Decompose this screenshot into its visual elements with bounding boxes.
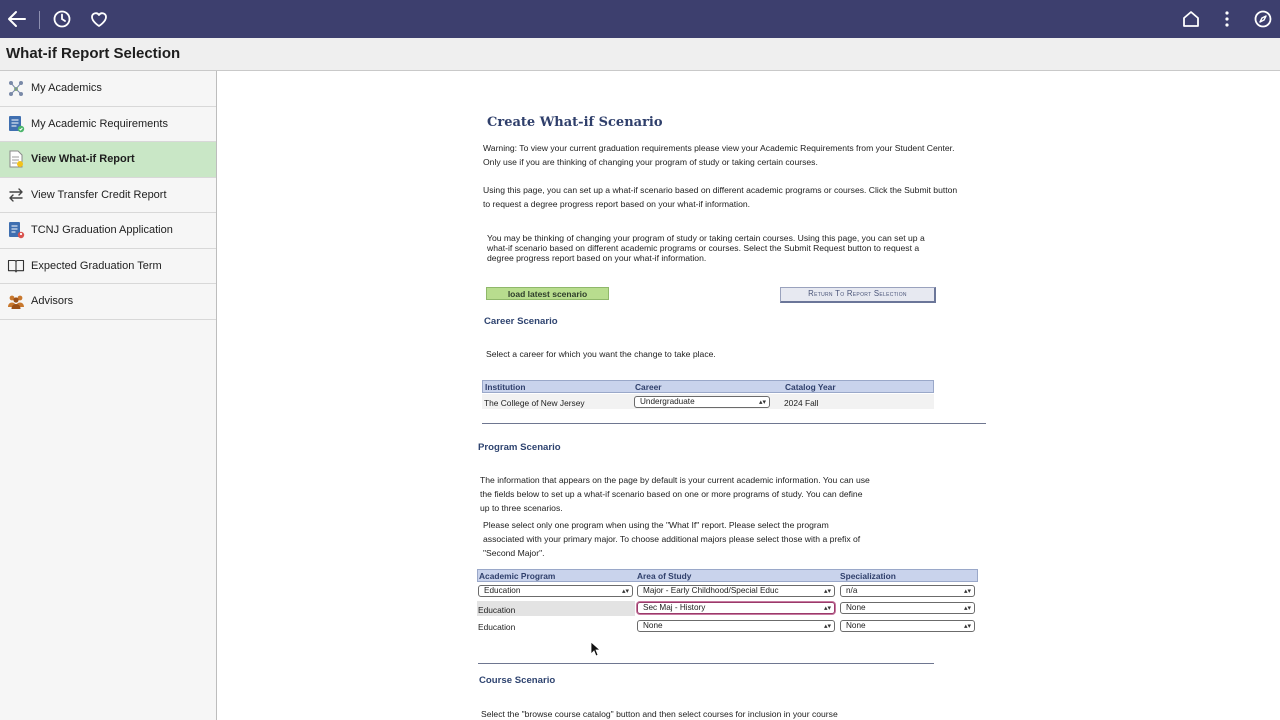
academic-program-select-1[interactable]	[478, 585, 633, 597]
specialization-select-2[interactable]	[840, 602, 975, 614]
select-arrows-icon: ▴▾	[823, 605, 831, 612]
program-scenario-heading: Program Scenario	[478, 442, 561, 453]
top-nav-bar	[0, 0, 1280, 38]
academic-program-value-3: Education	[478, 622, 516, 632]
select-arrows-icon: ▴▾	[963, 605, 971, 612]
catalog-year-value: 2024 Fall	[784, 398, 819, 408]
transfer-arrows-icon	[7, 186, 25, 204]
book-icon	[7, 257, 25, 275]
select-value: Education	[484, 586, 521, 595]
vertical-dots-icon[interactable]	[1214, 6, 1240, 32]
area-of-study-select-3[interactable]	[637, 620, 835, 632]
sidebar-item-label: View Transfer Credit Report	[31, 188, 167, 201]
page-title: What-if Report Selection	[6, 45, 181, 62]
main-content	[218, 71, 1280, 720]
institution-value: The College of New Jersey	[484, 398, 585, 408]
scenario-title: Create What-if Scenario	[487, 115, 663, 130]
specialization-select-3[interactable]	[840, 620, 975, 632]
thinking-text: You may be thinking of changing your program of study or taking certain courses. Using this page, you can set up a what-if scenario based on different academic programs or courses. Select the Submit Request button to request a degree progress report based on your what-if information.	[487, 233, 925, 263]
home-icon[interactable]	[1178, 6, 1204, 32]
sidebar-item-advisors[interactable]	[0, 284, 216, 320]
load-latest-scenario-button[interactable]: load latest scenario	[486, 287, 609, 300]
people-icon	[7, 292, 25, 310]
career-table-header	[482, 380, 934, 393]
column-header-career: Career	[635, 382, 662, 392]
select-value: None	[643, 621, 663, 630]
network-icon	[7, 79, 25, 97]
page-title-bar	[0, 38, 1280, 71]
sidebar-item-view-transfer-credit-report[interactable]	[0, 178, 216, 214]
area-of-study-select-1[interactable]	[637, 585, 835, 597]
column-header-academic-program: Academic Program	[479, 571, 556, 581]
select-arrows-icon: ▴▾	[758, 399, 766, 406]
return-to-report-selection-button[interactable]: Return To Report Selection	[780, 287, 936, 303]
column-header-area-of-study: Area of Study	[637, 571, 692, 581]
area-of-study-select-2[interactable]	[637, 602, 835, 614]
select-arrows-icon: ▴▾	[963, 623, 971, 630]
sidebar-item-label: Advisors	[31, 295, 74, 308]
program-note-text: Please select only one program when using the "What If" report. Please select the program associated with your primary major. To choose additional majors please select those with a prefix of "Second Major".	[483, 520, 861, 558]
graduation-form-icon	[7, 221, 25, 239]
sidebar-item-label: TCNJ Graduation Application	[31, 224, 173, 237]
sidebar-item-expected-graduation-term[interactable]	[0, 249, 216, 285]
select-value: None	[846, 603, 866, 612]
sidebar-item-tcnj-graduation-application[interactable]	[0, 213, 216, 249]
specialization-select-1[interactable]	[840, 585, 975, 597]
select-arrows-icon: ▴▾	[963, 588, 971, 595]
sidebar	[0, 71, 217, 720]
back-arrow-icon[interactable]	[4, 6, 30, 32]
select-value: Sec Maj - History	[643, 603, 706, 612]
checklist-icon	[7, 115, 25, 133]
program-table-header	[477, 569, 978, 582]
topbar-divider	[39, 11, 40, 29]
career-scenario-heading: Career Scenario	[484, 316, 558, 327]
warning-text: Warning: To view your current graduation requirements please view your Academic Requirements from your Student Center. Only use if you are thinking of changing your program of study or taking certain courses.	[483, 143, 955, 167]
sidebar-item-label: View What-if Report	[31, 153, 135, 166]
mouse-cursor-icon	[590, 641, 602, 662]
sidebar-item-label: My Academics	[31, 82, 102, 95]
sidebar-item-my-academics[interactable]	[0, 71, 216, 107]
course-instruction: Select the "browse course catalog" button and then select courses for inclusion in your course	[481, 709, 838, 719]
column-header-specialization: Specialization	[840, 571, 896, 581]
course-scenario-heading: Course Scenario	[479, 675, 556, 686]
sidebar-item-label: My Academic Requirements	[31, 117, 168, 130]
column-header-catalog-year: Catalog Year	[785, 382, 836, 392]
select-value: n/a	[846, 586, 858, 595]
select-arrows-icon: ▴▾	[823, 588, 831, 595]
select-arrows-icon: ▴▾	[823, 623, 831, 630]
career-instruction: Select a career for which you want the change to take place.	[486, 349, 716, 359]
academic-program-value-2: Education	[478, 605, 516, 615]
document-icon	[7, 150, 25, 168]
career-select-value: Undergraduate	[640, 397, 695, 406]
select-value: None	[846, 621, 866, 630]
heart-icon[interactable]	[86, 6, 112, 32]
sidebar-item-view-what-if-report[interactable]	[0, 142, 216, 178]
select-value: Major - Early Childhood/Special Educ	[643, 586, 779, 595]
compass-icon[interactable]	[1250, 6, 1276, 32]
clock-icon[interactable]	[49, 6, 75, 32]
section-divider	[478, 663, 934, 664]
career-select[interactable]	[634, 396, 770, 408]
sidebar-item-my-academic-requirements[interactable]	[0, 107, 216, 143]
section-divider	[482, 423, 986, 424]
select-arrows-icon: ▴▾	[621, 588, 629, 595]
using-page-text: Using this page, you can set up a what-if scenario based on different academic programs or courses. Click the Submit button to request a degree progress report based on your what-if information.	[483, 185, 958, 209]
program-info-text: The information that appears on the page by default is your current academic information. You can use the fields below to set up a what-if scenario based on one or more programs of study. You can define up to three scenarios.	[480, 475, 870, 513]
column-header-institution: Institution	[485, 382, 526, 392]
sidebar-item-label: Expected Graduation Term	[31, 259, 162, 272]
